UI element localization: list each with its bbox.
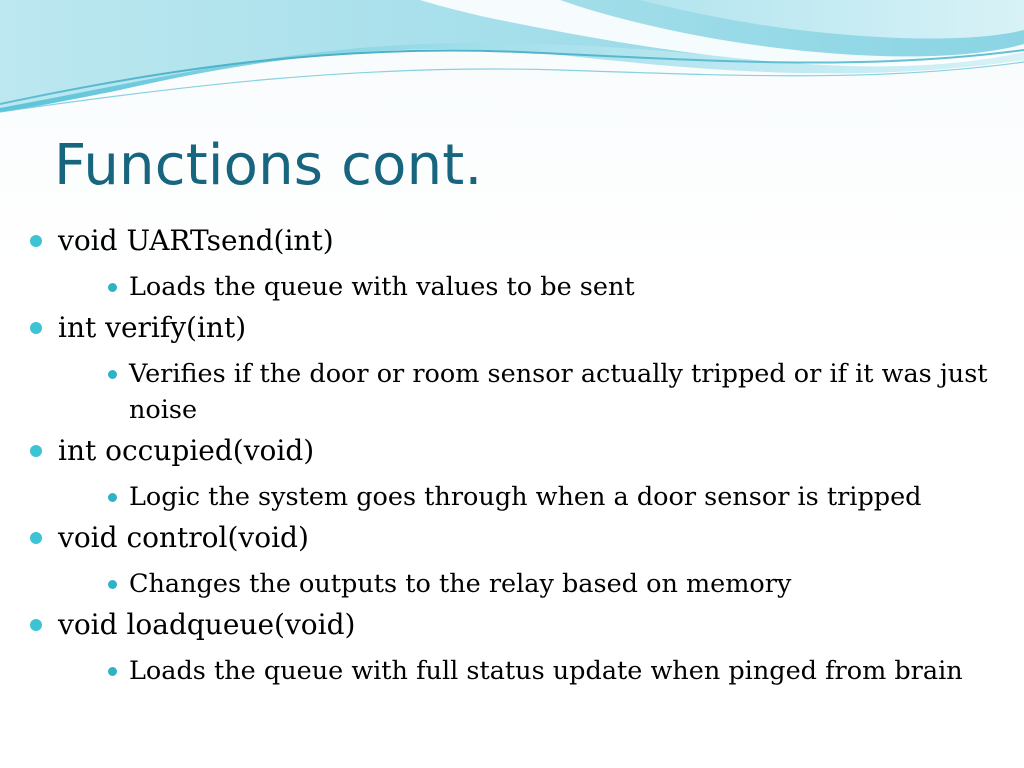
- bullet-item: [28, 519, 998, 602]
- bullet-list: [28, 222, 998, 689]
- sub-bullet-label: Loads the queue with values to be sent: [129, 272, 635, 302]
- sub-bullet-label: Verifies if the door or room sensor actually tripped or if it was just noise: [129, 359, 988, 425]
- bullet-label: int occupied(void): [58, 434, 315, 467]
- bullet-label: int verify(int): [58, 311, 247, 344]
- bullet-dot-icon: [30, 445, 42, 457]
- sub-bullet-item: [58, 566, 998, 602]
- bullet-dot-icon: [30, 235, 42, 247]
- bullet-label: void loadqueue(void): [58, 608, 356, 641]
- page-title: Functions cont.: [54, 133, 483, 198]
- bullet-label: void UARTsend(int): [58, 224, 334, 257]
- sub-bullet-dot-icon: [108, 370, 117, 379]
- sub-bullet-item: [58, 356, 998, 428]
- bullet-dot-icon: [30, 532, 42, 544]
- bullet-dot-icon: [30, 619, 42, 631]
- decorative-wave-header: [0, 0, 1024, 130]
- bullet-item: [28, 309, 998, 428]
- sub-bullet-label: Logic the system goes through when a door sensor is tripped: [129, 482, 922, 512]
- bullet-item: [28, 222, 998, 305]
- sub-bullet-dot-icon: [108, 580, 117, 589]
- sub-bullet-label: Changes the outputs to the relay based on memory: [129, 569, 792, 599]
- bullet-item: [28, 606, 998, 689]
- bullet-content: [28, 222, 998, 689]
- sub-bullet-item: [58, 653, 998, 689]
- sub-bullet-dot-icon: [108, 667, 117, 676]
- bullet-label: void control(void): [58, 521, 309, 554]
- bullet-item: [28, 432, 998, 515]
- sub-bullet-label: Loads the queue with full status update when pinged from brain: [129, 656, 963, 686]
- sub-bullet-dot-icon: [108, 283, 117, 292]
- sub-bullet-item: [58, 479, 998, 515]
- sub-bullet-dot-icon: [108, 493, 117, 502]
- sub-bullet-item: [58, 269, 998, 305]
- bullet-dot-icon: [30, 322, 42, 334]
